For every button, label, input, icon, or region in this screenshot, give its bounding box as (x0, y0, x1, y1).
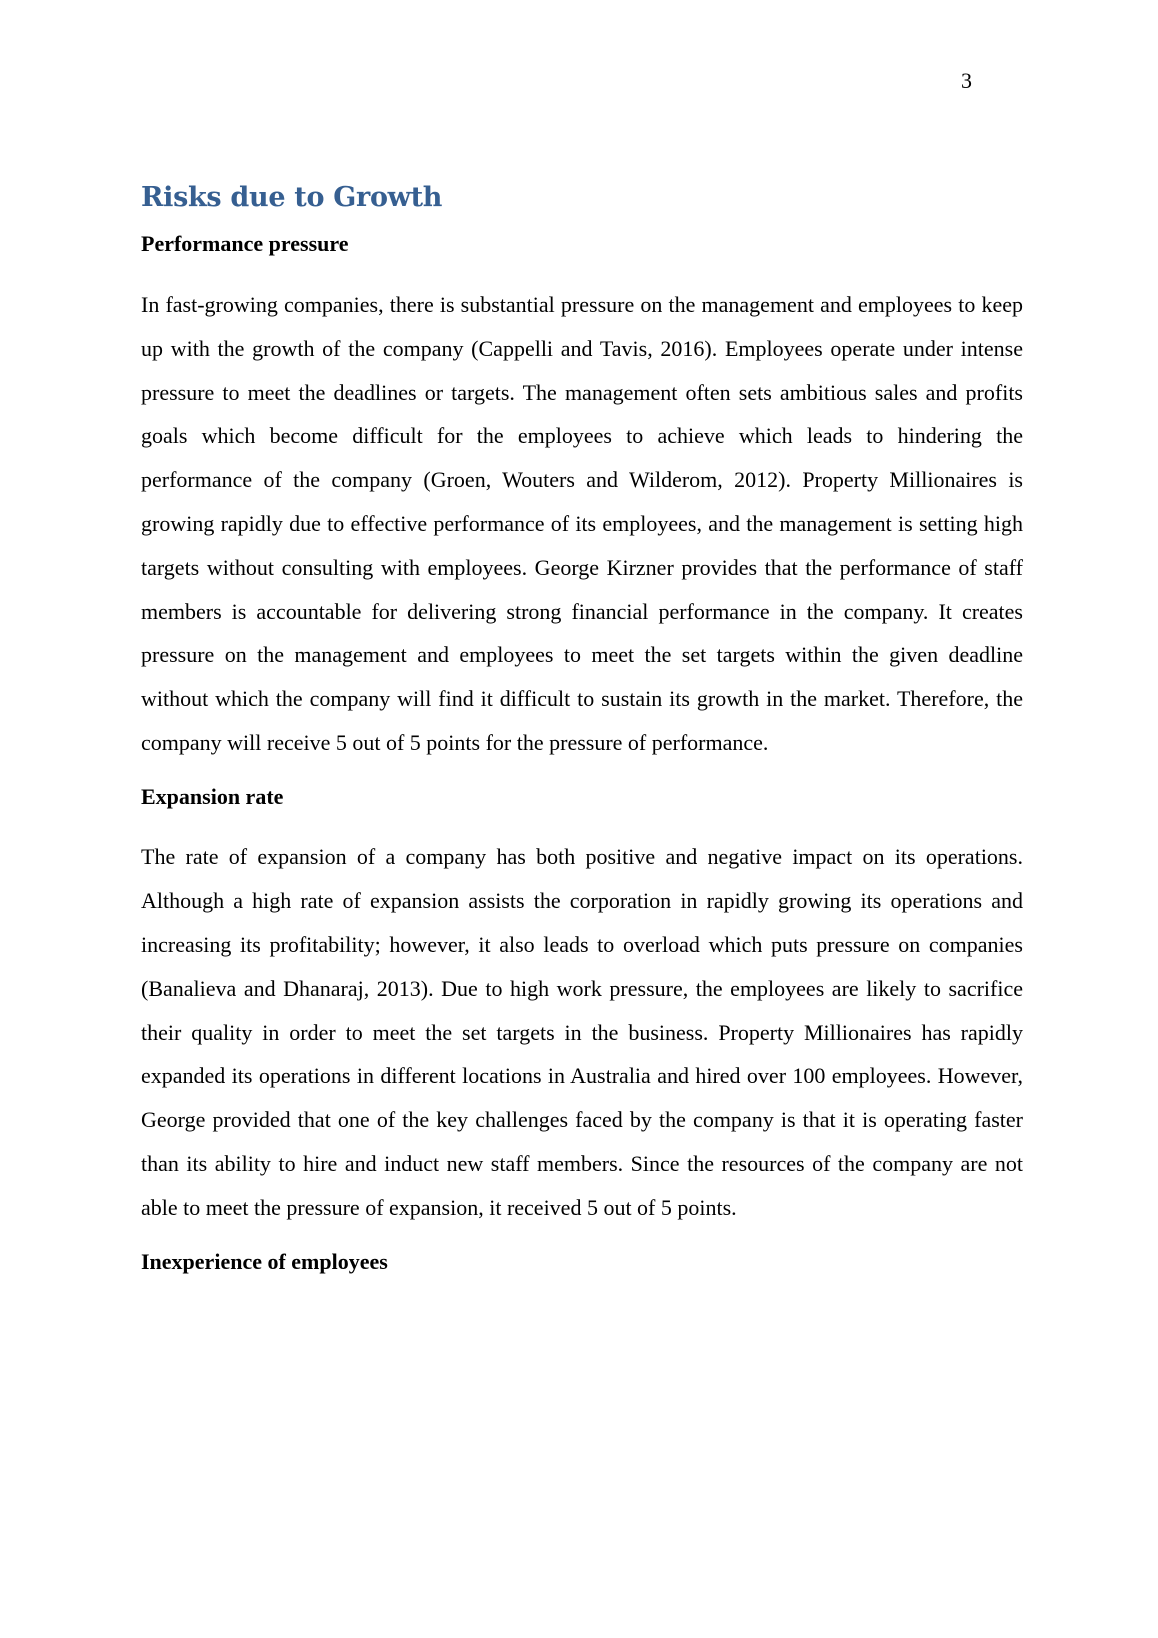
document-body (141, 182, 1023, 1300)
page-number: 3 (961, 68, 972, 93)
subheading-performance-pressure: Performance pressure (141, 231, 349, 257)
paragraph-performance-pressure: In fast-growing companies, there is substantial pressure on the management and employees to keep up with the growth of the company (Cappelli and Tavis, 2016). Employees operate under intense pressure to meet the deadlines or targets. The management often sets ambitious sales and profits goals which become difficult for the employees to achieve which leads to hindering the performance of the company (Groen, Wouters and Wilderom, 2012). Property Millionaires is growing rapidly due to effective performance of its employees, and the management is setting high targets without consulting with employees. George Kirzner provides that the performance of staff members is accountable for delivering strong financial performance in the company. It creates pressure on the management and employees to meet the set targets within the given deadline without which the company will find it difficult to sustain its growth in the market. Therefore, the company will receive 5 out of 5 points for the pressure of performance. (141, 291, 1023, 755)
paragraph-expansion-rate: The rate of expansion of a company has both positive and negative impact on its operations. Although a high rate of expansion assists the corporation in rapidly growing its operations and increasing its profitability; however, it also leads to overload which puts pressure on companies (Banalieva and Dhanaraj, 2013). Due to high work pressure, the employees are likely to sacrifice their quality in order to meet the set targets in the business. Property Millionaires has rapidly expanded its operations in different locations in Australia and hired over 100 employees. However, George provided that one of the key challenges faced by the company is that it is operating faster than its ability to hire and induct new staff members. Since the resources of the company are not able to meet the pressure of expansion, it received 5 out of 5 points. (141, 844, 1023, 1220)
section-heading: Risks due to Growth (141, 182, 443, 213)
subheading-expansion-rate: Expansion rate (141, 783, 284, 809)
subheading-inexperience-of-employees: Inexperience of employees (141, 1248, 388, 1274)
